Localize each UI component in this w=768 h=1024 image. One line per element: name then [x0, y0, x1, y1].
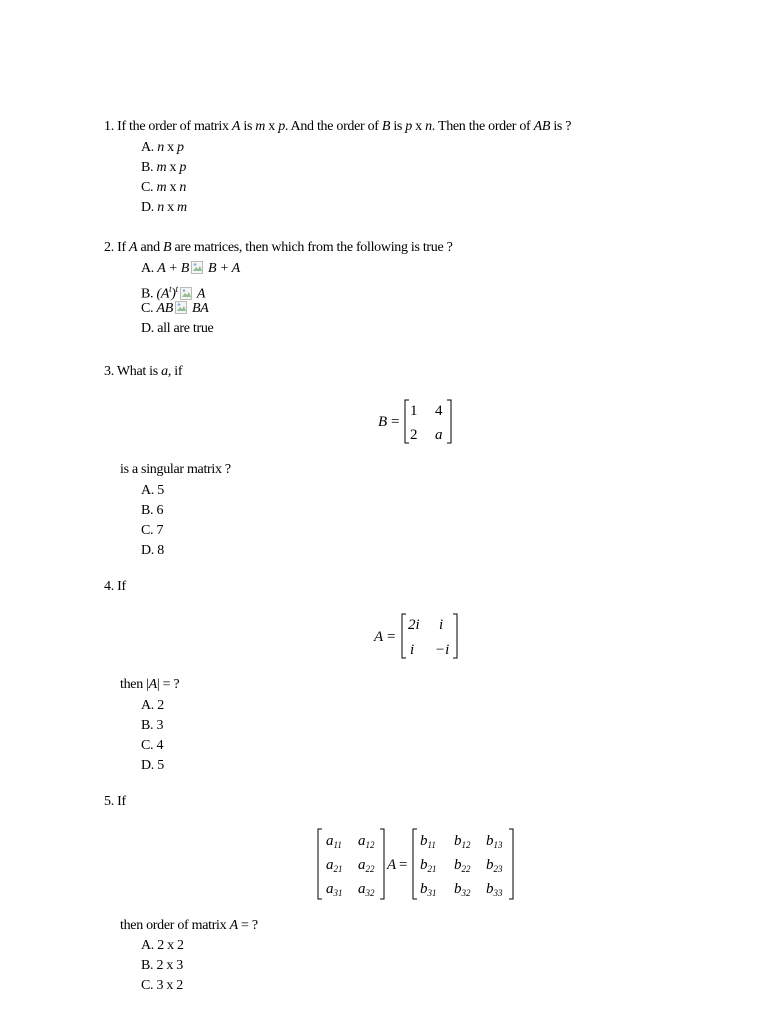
matrix-cell: 2: [410, 427, 418, 443]
question-number: 2.: [104, 240, 114, 255]
math-var: m: [156, 180, 167, 195]
svg-text:b33: [486, 881, 503, 898]
option-label: A.: [141, 938, 155, 953]
superscript: t: [169, 284, 172, 294]
option-a[interactable]: [141, 259, 240, 279]
svg-text:a31: [326, 881, 343, 898]
math-var: m: [255, 119, 266, 134]
option-a[interactable]: [141, 936, 184, 956]
subscript: 22: [461, 864, 471, 874]
equals-sign: =: [391, 414, 400, 430]
subscript: 32: [461, 888, 471, 898]
matrix-cell: a: [326, 833, 334, 849]
broken-image-icon: [175, 301, 190, 314]
subscript: 21: [333, 864, 343, 874]
subscript: 11: [427, 840, 436, 850]
option-b[interactable]: [141, 501, 164, 521]
svg-text:a22: [358, 857, 375, 874]
option-label: B.: [141, 160, 154, 175]
option-label: C.: [141, 180, 154, 195]
math-var: A: [229, 918, 238, 933]
option-label: C.: [141, 523, 154, 538]
option-text: 3: [156, 718, 164, 733]
svg-text:b31: [420, 881, 437, 898]
subscript: 23: [493, 864, 503, 874]
matrix-name: B: [378, 414, 388, 430]
right-matrix-cells: [420, 833, 503, 898]
math-expression: (A: [156, 286, 170, 302]
question-text: = ?: [237, 918, 258, 933]
option-label: B.: [141, 958, 154, 973]
question-number: 3.: [104, 364, 114, 379]
option-a[interactable]: [141, 481, 164, 501]
svg-text:a21: [326, 857, 343, 874]
right-bracket: [447, 400, 451, 443]
svg-text:b12: [454, 833, 471, 850]
subscript: 13: [493, 840, 503, 850]
option-b[interactable]: [141, 158, 187, 178]
option-text: 3 x 2: [156, 978, 183, 993]
option-text: 2 x 3: [156, 958, 183, 973]
option-text: 8: [157, 543, 164, 558]
question-5: [104, 794, 126, 810]
question-5-options: [141, 936, 184, 996]
option-label: C.: [141, 978, 154, 993]
question-text: are matrices, then which from the following is true ?: [171, 240, 453, 255]
left-bracket: [405, 400, 409, 443]
option-label: B.: [141, 286, 154, 302]
option-text: all are true: [157, 321, 214, 336]
equals-sign: =: [387, 629, 396, 645]
option-label: A.: [141, 483, 155, 498]
option-text: 6: [156, 503, 164, 518]
question-text: is: [390, 119, 406, 134]
option-text: 5: [157, 758, 164, 773]
math-expression: A + B: [157, 261, 190, 276]
matrix-cell: b: [486, 833, 494, 849]
matrix-cell: 1: [410, 403, 418, 419]
right-bracket: [380, 829, 384, 899]
svg-text:b22: [454, 857, 471, 874]
option-text: 2: [157, 698, 164, 713]
math-var: p: [405, 119, 412, 134]
times-sign: x: [166, 180, 180, 195]
matrix-product-equation: [316, 826, 521, 907]
option-c[interactable]: [141, 521, 164, 541]
matrix-cell: b: [486, 857, 494, 873]
broken-image-icon: [191, 261, 206, 274]
question-text: is ?: [550, 119, 572, 134]
option-text: 7: [156, 523, 164, 538]
option-d[interactable]: [141, 541, 164, 561]
option-label: D.: [141, 758, 155, 773]
matrix-cell: a: [358, 881, 366, 897]
matrix-cell: b: [454, 833, 462, 849]
matrix-cell: a: [326, 881, 334, 897]
svg-text:b32: [454, 881, 471, 898]
subscript: 12: [461, 840, 471, 850]
matrix-b-equation: [376, 397, 466, 452]
matrix-cell: i: [439, 617, 444, 633]
question-text: then |: [120, 677, 149, 692]
matrix-cell: b: [454, 881, 462, 897]
matrix-cell: b: [486, 881, 494, 897]
matrix-cell: a: [326, 857, 334, 873]
math-var: B: [381, 119, 391, 134]
option-text: 2 x 2: [157, 938, 184, 953]
math-var: A: [129, 240, 138, 255]
matrix-name: A: [387, 857, 397, 873]
question-3: [104, 364, 182, 380]
question-4-followup: [120, 677, 179, 693]
svg-text:a32: [358, 881, 375, 898]
math-expression: AB: [156, 301, 173, 316]
math-var: n: [157, 140, 164, 155]
option-c[interactable]: [141, 178, 187, 198]
math-var: a: [161, 364, 168, 379]
question-1-options: [141, 138, 187, 218]
math-var: n: [425, 119, 432, 134]
option-text: 5: [157, 483, 164, 498]
times-sign: x: [163, 200, 178, 215]
question-2: [104, 240, 453, 256]
option-label: C.: [141, 738, 154, 753]
left-bracket: [413, 829, 417, 899]
question-text: and: [137, 240, 164, 255]
matrix-a-equation: [372, 611, 472, 668]
question-2-options: [141, 259, 240, 339]
subscript: 11: [333, 840, 342, 850]
subscript: 22: [365, 864, 375, 874]
math-var: p: [278, 119, 285, 134]
question-3-options: [141, 481, 164, 561]
svg-text:b11: [420, 833, 436, 850]
subscript: 32: [365, 888, 375, 898]
matrix-cell: b: [420, 857, 428, 873]
question-text: If: [117, 240, 130, 255]
matrix-cell: 2i: [408, 617, 420, 633]
times-sign: x: [166, 160, 180, 175]
question-text: If: [117, 579, 126, 594]
math-var: n: [179, 180, 187, 195]
matrix-cell: b: [420, 881, 428, 897]
matrix-cell: 4: [435, 403, 443, 419]
math-var: m: [177, 200, 187, 215]
math-var: n: [157, 200, 164, 215]
matrix-cell: −i: [435, 642, 450, 658]
math-var: A: [231, 119, 241, 134]
math-var: B: [163, 240, 172, 255]
question-4-options: [141, 696, 164, 776]
subscript: 31: [333, 888, 343, 898]
option-label: C.: [141, 301, 154, 316]
question-text: then order of matrix: [120, 918, 230, 933]
option-label: D.: [141, 543, 155, 558]
left-bracket: [402, 614, 406, 658]
math-var: AB: [533, 119, 551, 134]
option-b[interactable]: [141, 956, 184, 976]
question-5-followup: [120, 918, 258, 934]
matrix-cell: a: [435, 427, 443, 443]
option-d[interactable]: [141, 198, 187, 218]
math-expression: BA: [191, 301, 209, 316]
times-sign: x: [163, 140, 178, 155]
question-number: 1.: [104, 119, 114, 134]
option-b[interactable]: [141, 279, 240, 302]
option-label: B.: [141, 503, 154, 518]
question-text: x: [411, 119, 426, 134]
math-var: p: [179, 160, 187, 175]
matrix-cell: a: [358, 857, 366, 873]
question-text: is: [240, 119, 256, 134]
option-c[interactable]: [141, 976, 184, 996]
subscript: 31: [427, 888, 437, 898]
option-c[interactable]: [141, 299, 240, 319]
option-label: A.: [141, 261, 155, 276]
option-label: D.: [141, 200, 155, 215]
question-text: If: [117, 794, 126, 809]
subscript: 33: [493, 888, 503, 898]
matrix-cell: b: [420, 833, 428, 849]
question-text: x: [265, 119, 279, 134]
left-bracket: [318, 829, 322, 899]
question-number: 5.: [104, 794, 114, 809]
svg-text:a12: [358, 833, 375, 850]
subscript: 12: [365, 840, 375, 850]
svg-text:b13: [486, 833, 503, 850]
superscript: t: [175, 284, 178, 294]
right-bracket: [509, 829, 513, 899]
question-3-followup: is a singular matrix ?: [120, 462, 231, 477]
option-label: D.: [141, 321, 155, 336]
math-var: A: [148, 677, 157, 692]
matrix-cell: a: [358, 833, 366, 849]
svg-text:b21: [420, 857, 437, 874]
right-bracket: [453, 614, 457, 658]
matrix-cell: i: [410, 642, 415, 658]
option-c[interactable]: [141, 736, 164, 756]
left-matrix-cells: [326, 833, 375, 898]
matrix-cell: b: [454, 857, 462, 873]
question-text: . And the order of: [284, 119, 382, 134]
matrix-name: A: [374, 629, 384, 645]
option-d[interactable]: [141, 319, 240, 339]
subscript: 21: [427, 864, 437, 874]
question-text: If the order of matrix: [117, 119, 232, 134]
option-text: 4: [156, 738, 164, 753]
svg-text:b23: [486, 857, 503, 874]
math-expression: A: [196, 286, 206, 302]
question-text: . Then the order of: [431, 119, 534, 134]
option-a[interactable]: [141, 696, 164, 716]
option-d[interactable]: [141, 756, 164, 776]
question-1: [104, 119, 571, 135]
svg-text:a11: [326, 833, 342, 850]
question-text: What is: [116, 364, 162, 379]
math-expression: B + A: [208, 261, 240, 276]
question-4: [104, 579, 126, 595]
math-expression: ): [171, 286, 176, 302]
question-text: | = ?: [156, 677, 180, 692]
equals-sign: =: [399, 857, 408, 873]
option-label: A.: [141, 698, 155, 713]
math-var: m: [156, 160, 167, 175]
question-number: 4.: [104, 579, 114, 594]
question-text: , if: [167, 364, 183, 379]
option-b[interactable]: [141, 716, 164, 736]
math-var: p: [177, 140, 184, 155]
option-label: B.: [141, 718, 154, 733]
broken-image-icon: [180, 287, 195, 300]
option-a[interactable]: [141, 138, 187, 158]
option-label: A.: [141, 140, 155, 155]
